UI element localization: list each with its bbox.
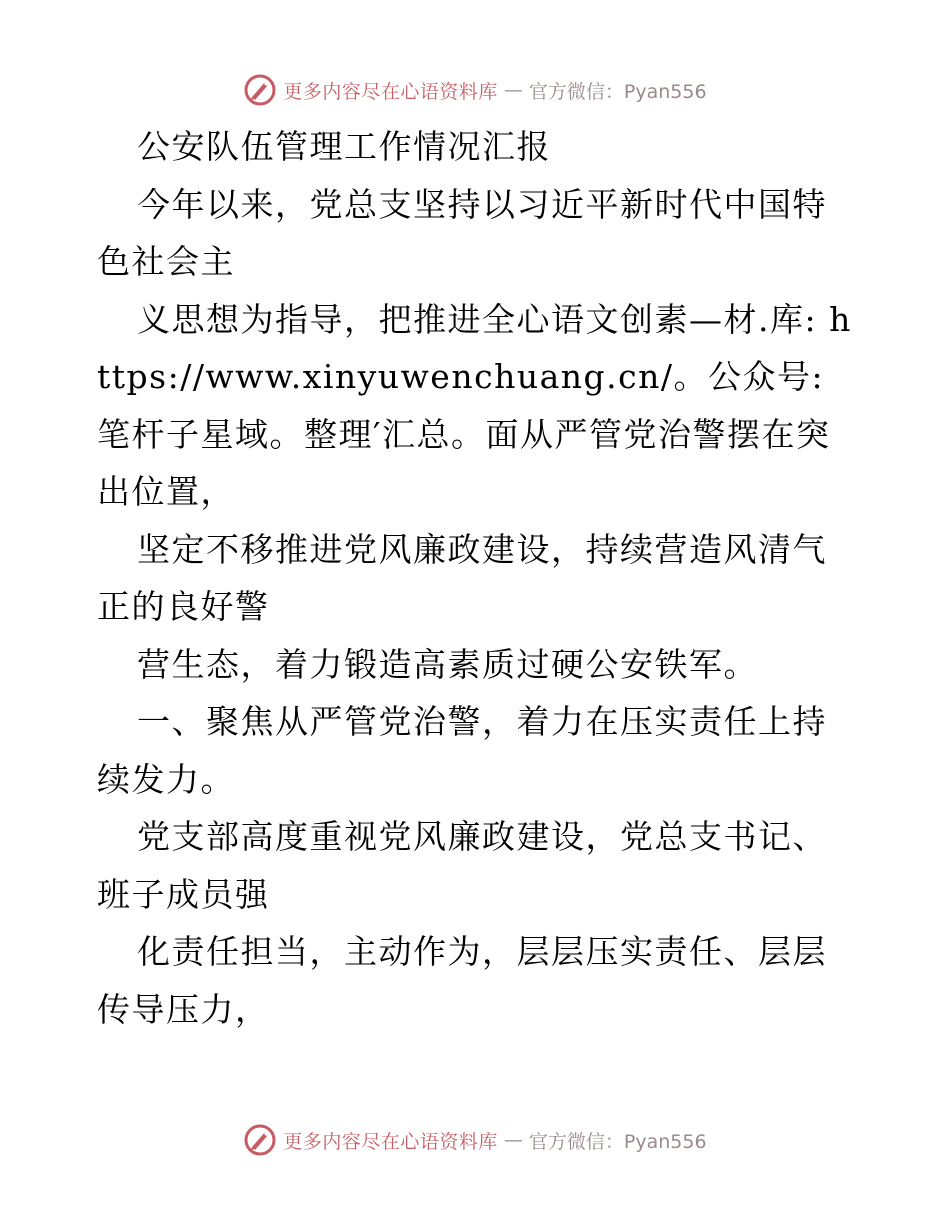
banner-separator: — [503,79,523,101]
pen-nib-logo-icon [243,73,277,107]
banner-text: 更多内容尽在心语资料库 [283,1130,498,1153]
paragraph: 营生态，着力锻造高素质过硬公安铁军。 [137,644,758,684]
section-heading: 一、聚焦从严管党治警，着力在压实责任上持续发力。 [97,702,827,799]
document-title: 公安队伍管理工作情况汇报 [137,127,551,166]
banner-separator: — [503,1129,523,1151]
paragraph: 化责任担当，主动作为，层层压实责任、层层传导压力， [97,932,827,1029]
banner-wechat: 官方微信：Pyan556 [528,1130,707,1153]
paragraph: 党支部高度重视党风廉政建设，党总支书记、班子成员强 [97,817,827,914]
paragraph: 坚定不移推进党风廉政建设，持续营造风清气正的良好警 [97,529,827,626]
banner-text: 更多内容尽在心语资料库 [283,80,498,103]
banner-wechat: 官方微信：Pyan556 [528,80,707,103]
footer-watermark-banner [0,1120,950,1160]
header-watermark-banner [0,70,950,110]
paragraph: 今年以来，党总支坚持以习近平新时代中国特色社会主 [97,184,827,281]
paragraph: 义思想为指导，把推进全心语文创素—材.库: https://www.xinyuwenchuang.cn/。公众号: 笔杆子星域。整理′汇总。面从严管党治警摆在突出位置， [97,299,852,511]
pen-nib-logo-icon [243,1123,277,1157]
document-body [97,118,857,1038]
